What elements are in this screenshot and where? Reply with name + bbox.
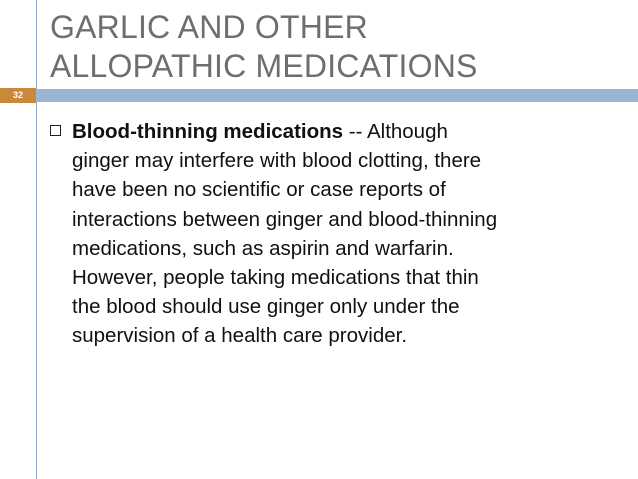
bullet-line-8: supervision of a health care provider. xyxy=(72,324,408,348)
bullet-item xyxy=(50,117,620,351)
slide-content xyxy=(50,117,620,351)
bullet-line-1-rest: -- Although xyxy=(343,120,448,143)
bullet-line-6: However, people taking medications that thin xyxy=(72,266,479,290)
bullet-line-1 xyxy=(72,117,620,146)
slide-number: 32 xyxy=(0,88,36,103)
bullet-line-2: ginger may interfere with blood clotting, there xyxy=(72,149,482,173)
bullet-line-7: the blood should use ginger only under the xyxy=(72,295,460,319)
left-rule-line xyxy=(36,0,37,479)
bullet-line-3: have been no scientific or case reports of xyxy=(72,178,446,202)
title-line-1: GARLIC AND OTHER xyxy=(50,9,368,45)
square-bullet-icon xyxy=(50,125,61,136)
title-line-2: ALLOPATHIC MEDICATIONS xyxy=(50,48,478,84)
slide-title xyxy=(50,8,630,86)
bullet-line-5: medications, such as aspirin and warfarin. xyxy=(72,236,454,260)
bullet-line-4: interactions between ginger and blood-thinning xyxy=(72,207,498,231)
bullet-text xyxy=(72,117,620,351)
bullet-lead: Blood-thinning medications xyxy=(72,120,344,143)
title-underline-band xyxy=(36,89,638,102)
